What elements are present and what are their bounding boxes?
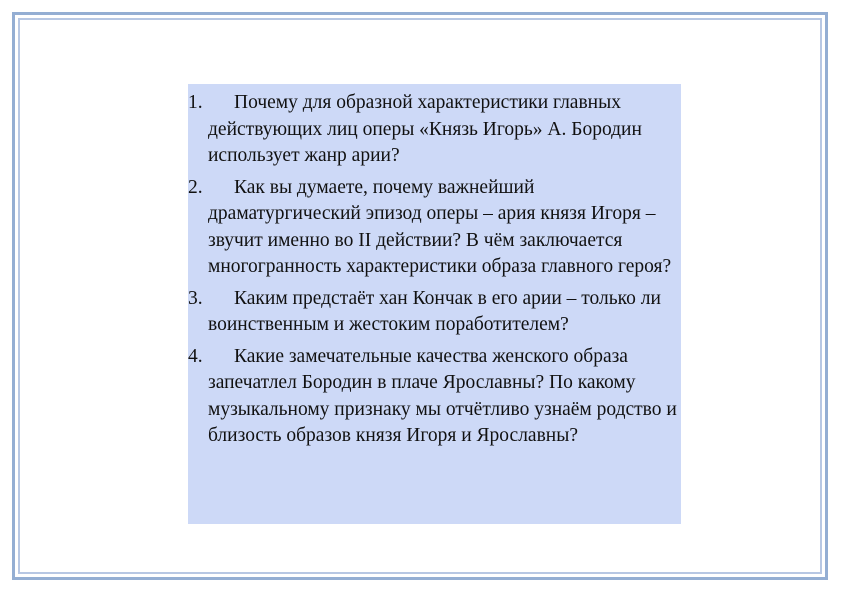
question-text-1: Почему для образной характеристики главных действующих лиц оперы «Князь Игорь» А. Бородин использует жанр арии? [208, 92, 642, 166]
question-list [188, 90, 681, 450]
question-number-1: 1. [188, 92, 203, 113]
question-number-3: 3. [188, 287, 203, 309]
question-number-4: 4. [188, 345, 203, 367]
question-text-3: Каким предстаёт хан Кончак в его арии – только ли воинственным и жестоким поработителем? [208, 287, 661, 335]
question-number-2: 2. [188, 176, 203, 198]
question-text-2: Как вы думаете, почему важнейший драматургический эпизод оперы – ария князя Игоря – звучит именно во II действии? В чём заключается многогранность характеристики образа главного героя? [208, 176, 672, 277]
question-item-3 [188, 286, 681, 339]
question-item-4 [188, 344, 681, 450]
question-box [188, 84, 681, 524]
question-item-1 [188, 90, 681, 170]
question-item-2 [188, 175, 681, 281]
question-text-4: Какие замечательные качества женского образа запечатлел Бородин в плаче Ярославны? По какому музыкальному признаку мы отчётливо узнаём родство и близость образов князя Игоря и Ярославны? [208, 345, 677, 446]
